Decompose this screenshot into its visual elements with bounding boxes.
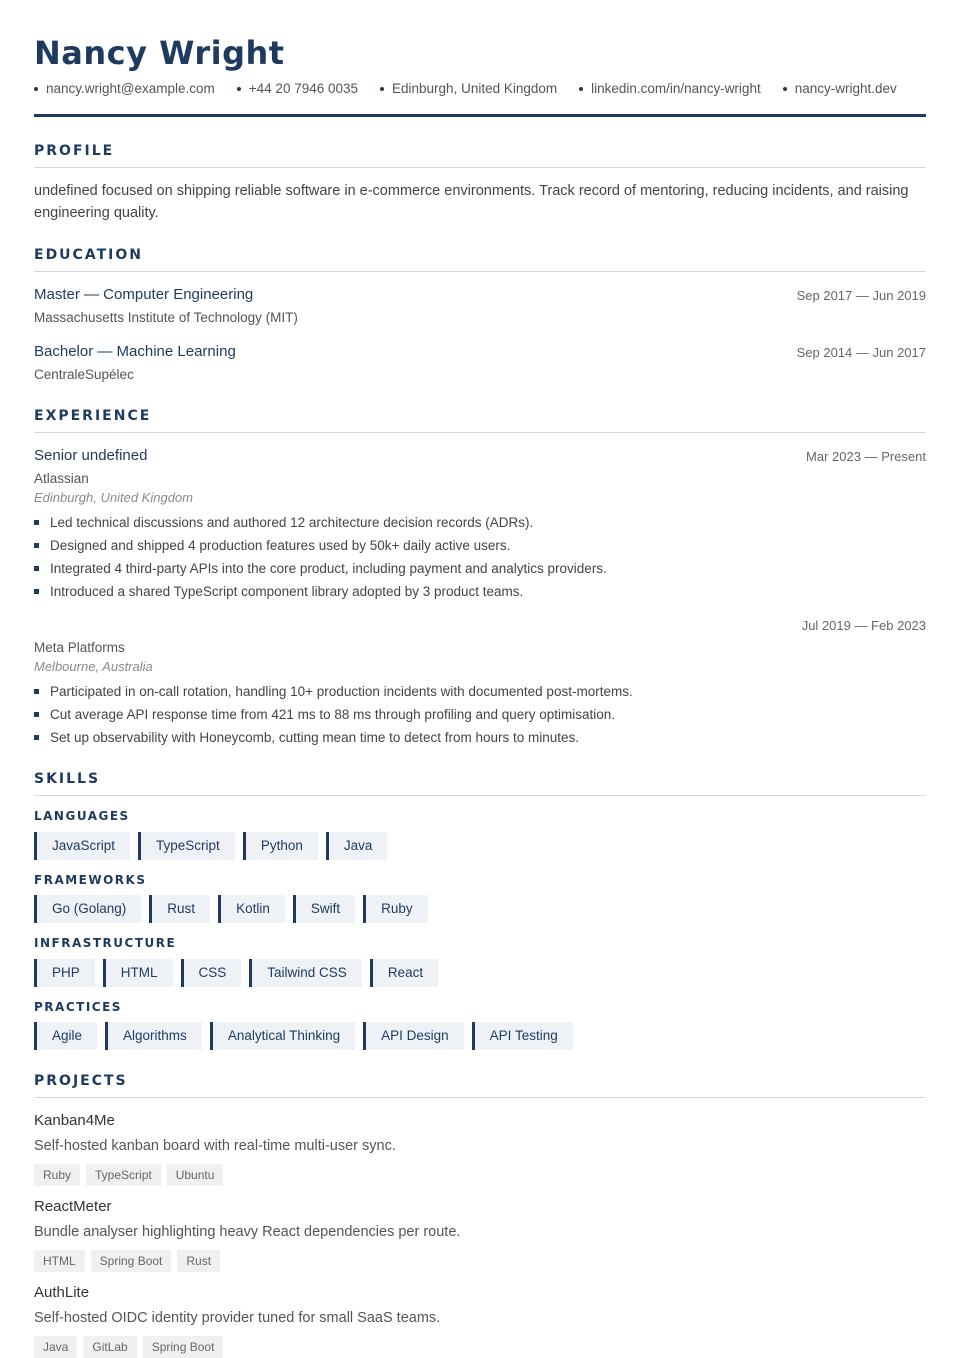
contact-email[interactable] — [34, 81, 215, 96]
skill-chip: Tailwind CSS — [249, 959, 362, 987]
project-tag-row — [34, 1164, 229, 1186]
skill-category-languages: LANGUAGES — [34, 809, 130, 823]
profile-summary: undefined focused on shipping reliable software in e-commerce environments. Track record of mentoring, reducing incidents, and raising engineering quality. — [34, 183, 909, 221]
bullet-dot-icon — [34, 87, 38, 91]
square-bullet-icon — [34, 735, 39, 740]
skill-chip: API Testing — [472, 1022, 573, 1050]
experience-bullet: Integrated 4 third-party APIs into the core product, including payment and analytics providers. — [34, 561, 607, 576]
skill-chip: CSS — [181, 959, 242, 987]
project-tag: Spring Boot — [91, 1250, 172, 1272]
experience-bullet: Led technical discussions and authored 12 architecture decision records (ADRs). — [34, 515, 533, 530]
contact-linkedin[interactable] — [579, 81, 761, 96]
project-tag: TypeScript — [86, 1164, 161, 1186]
skill-category-frameworks: FRAMEWORKS — [34, 873, 147, 887]
skill-category-infrastructure: INFRASTRUCTURE — [34, 936, 177, 950]
contact-email-label: nancy.wright@example.com — [46, 81, 215, 96]
project-name: ReactMeter — [34, 1198, 112, 1215]
square-bullet-icon — [34, 520, 39, 525]
skill-chip: Algorithms — [105, 1022, 202, 1050]
project-tag: Spring Boot — [143, 1336, 224, 1358]
skill-chip-row — [34, 1022, 581, 1050]
contact-website-label: nancy-wright.dev — [794, 81, 897, 96]
experience-dates: Jul 2019 — Feb 2023 — [801, 618, 926, 633]
project-description: Self-hosted kanban board with real-time multi-user sync. — [34, 1138, 396, 1154]
project-tag: GitLab — [83, 1336, 136, 1358]
project-tag: Ubuntu — [167, 1164, 224, 1186]
bullet-dot-icon — [579, 87, 583, 91]
education-degree: Master — Computer Engineering — [34, 286, 254, 303]
experience-bullet: Introduced a shared TypeScript component library adopted by 3 product teams. — [34, 584, 523, 599]
contact-bar — [34, 81, 926, 96]
bullet-dot-icon — [237, 87, 241, 91]
skill-chip: Kotlin — [218, 895, 285, 923]
experience-bullet: Participated in on-call rotation, handling 10+ production incidents with documented post-mortems. — [34, 684, 633, 699]
project-name: AuthLite — [34, 1284, 90, 1301]
section-divider — [34, 271, 926, 272]
contact-location — [380, 81, 557, 96]
contact-phone-label: +44 20 7946 0035 — [248, 81, 359, 96]
contact-location-label: Edinburgh, United Kingdom — [392, 81, 558, 96]
education-school: Massachusetts Institute of Technology (MIT) — [34, 310, 298, 325]
section-divider — [34, 1097, 926, 1098]
section-divider — [34, 167, 926, 168]
experience-company: Atlassian — [34, 471, 89, 486]
skill-chip: Java — [326, 832, 388, 860]
skill-chip-row — [34, 895, 436, 923]
section-divider — [34, 795, 926, 796]
square-bullet-icon — [34, 566, 39, 571]
skill-chip: Ruby — [363, 895, 428, 923]
skill-chip: HTML — [103, 959, 173, 987]
skill-chip: Analytical Thinking — [210, 1022, 355, 1050]
skill-chip: Go (Golang) — [34, 895, 141, 923]
header-divider — [34, 114, 926, 117]
contact-phone[interactable] — [237, 81, 358, 96]
skill-chip: TypeScript — [138, 832, 235, 860]
skill-chip-row — [34, 832, 395, 860]
experience-bullet: Set up observability with Honeycomb, cutting mean time to detect from hours to minutes. — [34, 730, 579, 745]
education-school: CentraleSupélec — [34, 367, 134, 382]
project-tag: Java — [34, 1336, 77, 1358]
education-dates: Sep 2014 — Jun 2017 — [796, 345, 926, 360]
skill-chip-row — [34, 959, 446, 987]
bullet-dot-icon — [380, 87, 384, 91]
section-title-profile: PROFILE — [34, 143, 115, 159]
section-divider — [34, 432, 926, 433]
section-title-education: EDUCATION — [34, 247, 143, 263]
skill-chip: JavaScript — [34, 832, 130, 860]
section-title-skills: SKILLS — [34, 771, 101, 787]
square-bullet-icon — [34, 543, 39, 548]
project-tag: HTML — [34, 1250, 85, 1272]
project-name: Kanban4Me — [34, 1112, 115, 1129]
candidate-name: Nancy Wright — [34, 34, 285, 72]
skill-chip: Agile — [34, 1022, 97, 1050]
experience-location: Melbourne, Australia — [34, 659, 153, 674]
project-description: Self-hosted OIDC identity provider tuned for small SaaS teams. — [34, 1310, 441, 1326]
project-tag: Rust — [177, 1250, 220, 1272]
experience-location: Edinburgh, United Kingdom — [34, 490, 193, 505]
contact-website[interactable] — [783, 81, 897, 96]
skill-chip: React — [370, 959, 438, 987]
skill-chip: Swift — [293, 895, 355, 923]
square-bullet-icon — [34, 589, 39, 594]
bullet-dot-icon — [783, 87, 787, 91]
project-tag: Ruby — [34, 1164, 80, 1186]
contact-linkedin-label: linkedin.com/in/nancy-wright — [591, 81, 761, 96]
project-description: Bundle analyser highlighting heavy React dependencies per route. — [34, 1224, 461, 1240]
experience-bullet: Designed and shipped 4 production features used by 50k+ daily active users. — [34, 538, 510, 553]
education-degree: Bachelor — Machine Learning — [34, 343, 236, 360]
section-title-experience: EXPERIENCE — [34, 408, 152, 424]
skill-category-practices: PRACTICES — [34, 1000, 122, 1014]
skill-chip: API Design — [363, 1022, 464, 1050]
project-tag-row — [34, 1250, 226, 1272]
experience-company: Meta Platforms — [34, 640, 125, 655]
skill-chip: Rust — [149, 895, 210, 923]
section-title-projects: PROJECTS — [34, 1073, 128, 1089]
square-bullet-icon — [34, 689, 39, 694]
skill-chip: Python — [243, 832, 318, 860]
skill-chip: PHP — [34, 959, 95, 987]
experience-role: Senior undefined — [34, 447, 148, 464]
square-bullet-icon — [34, 712, 39, 717]
education-dates: Sep 2017 — Jun 2019 — [796, 288, 926, 303]
experience-bullet: Cut average API response time from 421 ms to 88 ms through profiling and query optimisation. — [34, 707, 615, 722]
experience-dates: Mar 2023 — Present — [806, 449, 926, 464]
project-tag-row — [34, 1336, 229, 1358]
